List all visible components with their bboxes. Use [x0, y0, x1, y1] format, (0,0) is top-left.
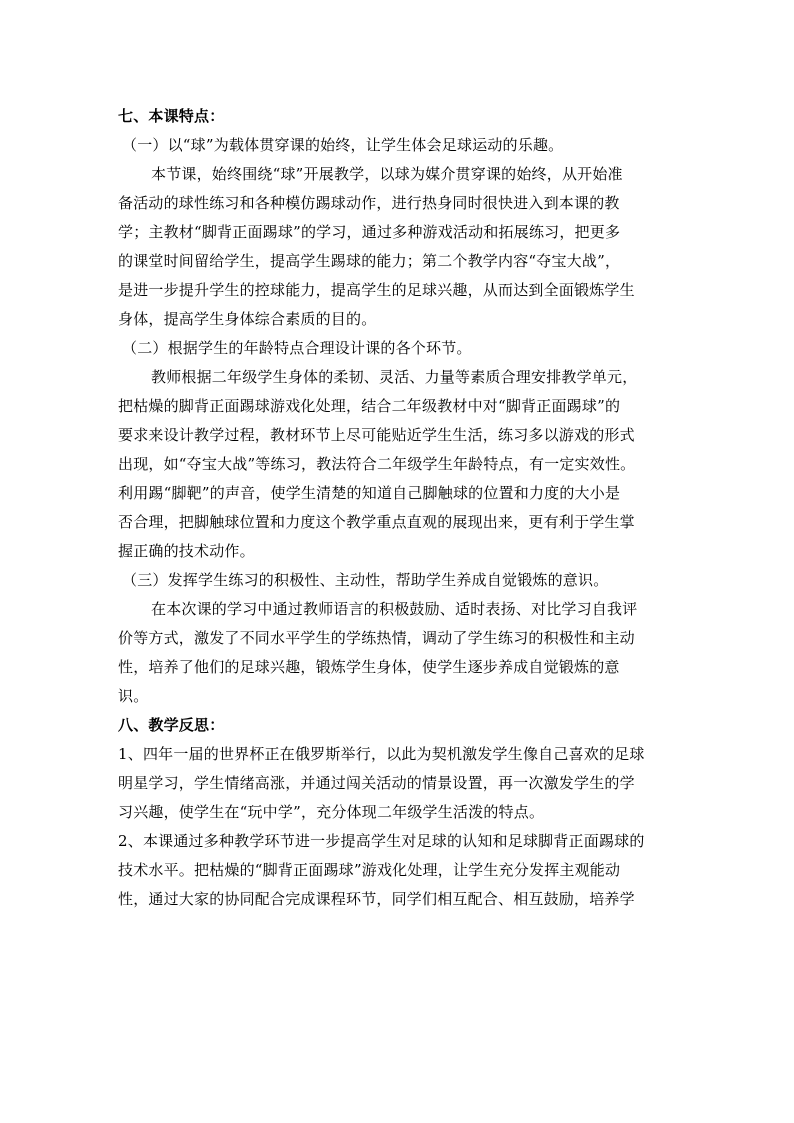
- section-7-title: 七、本课特点：: [118, 107, 225, 125]
- paragraph-line: 身体，提高学生身体综合素质的目的。: [118, 310, 377, 328]
- paragraph-line: 教师根据二年级学生身体的柔韧、灵活、力量等素质合理安排教学单元，: [151, 368, 638, 386]
- paragraph-line: 握正确的技术动作。: [118, 542, 255, 560]
- reflection-point-1-line: 明星学习，学生情绪高涨，并通过闯关活动的情景设置，再一次激发学生的学: [118, 774, 635, 792]
- section-7-item-3-heading: （三）发挥学生练习的积极性、主动性，帮助学生养成自觉锻炼的意识。: [122, 571, 609, 589]
- paragraph-line: 是进一步提升学生的控球能力，提高学生的足球兴趣，从而达到全面锻炼学生: [118, 281, 635, 299]
- reflection-point-2-line: 2、本课通过多种教学环节进一步提高学生对足球的认知和足球脚背正面踢球的: [118, 832, 645, 850]
- section-7-item-2-heading: （二）根据学生的年龄特点合理设计课的各个环节。: [122, 339, 472, 357]
- document-body: [118, 102, 678, 914]
- paragraph-line: 要求来设计教学过程，教材环节上尽可能贴近学生生活，练习多以游戏的形式: [118, 426, 635, 444]
- paragraph-line: 利用踢“脚靶”的声音，使学生清楚的知道自己脚触球的位置和力度的大小是: [118, 484, 621, 502]
- paragraph-line: 备活动的球性练习和各种模仿踢球动作，进行热身同时很快进入到本课的教: [118, 194, 620, 212]
- paragraph-line: 价等方式，激发了不同水平学生的学练热情，调动了学生练习的积极性和主动: [118, 629, 635, 647]
- paragraph-line: 的课堂时间留给学生，提高学生踢球的能力；第二个教学内容“夺宝大战”，: [118, 252, 621, 270]
- paragraph-line: 在本次课的学习中通过教师语言的积极鼓励、适时表扬、对比学习自我评: [151, 600, 638, 618]
- section-7-item-1-heading: （一）以“球”为载体贯穿课的始终，让学生体会足球运动的乐趣。: [122, 136, 564, 154]
- reflection-point-2-line: 性，通过大家的协同配合完成课程环节，同学们相互配合、相互鼓励，培养学: [118, 890, 635, 908]
- reflection-point-1-line: 1、四年一届的世界杯正在俄罗斯举行，以此为契机激发学生像自己喜欢的足球: [118, 745, 645, 763]
- paragraph-line: 否合理，把脚触球位置和力度这个教学重点直观的展现出来，更有利于学生掌: [118, 513, 635, 531]
- paragraph-line: 识。: [118, 687, 149, 705]
- paragraph-line: 把枯燥的脚背正面踢球游戏化处理，结合二年级教材中对“脚背正面踢球”的: [118, 397, 621, 415]
- section-8-title: 八、教学反思：: [118, 716, 225, 734]
- paragraph-line: 性，培养了他们的足球兴趣，锻炼学生身体，使学生逐步养成自觉锻炼的意: [118, 658, 620, 676]
- paragraph-line: 本节课，始终围绕“球”开展教学，以球为媒介贯穿课的始终，从开始准: [151, 165, 623, 183]
- reflection-point-1-line: 习兴趣，使学生在“玩中学”，充分体现二年级学生活泼的特点。: [118, 803, 545, 821]
- reflection-point-2-line: 技术水平。把枯燥的“脚背正面踢球”游戏化处理，让学生充分发挥主观能动: [118, 861, 621, 879]
- paragraph-line: 出现，如“夺宝大战”等练习，教法符合二年级学生年龄特点，有一定实效性。: [118, 455, 636, 473]
- paragraph-line: 学；主教材“脚背正面踢球”的学习，通过多种游戏活动和拓展练习，把更多: [118, 223, 621, 241]
